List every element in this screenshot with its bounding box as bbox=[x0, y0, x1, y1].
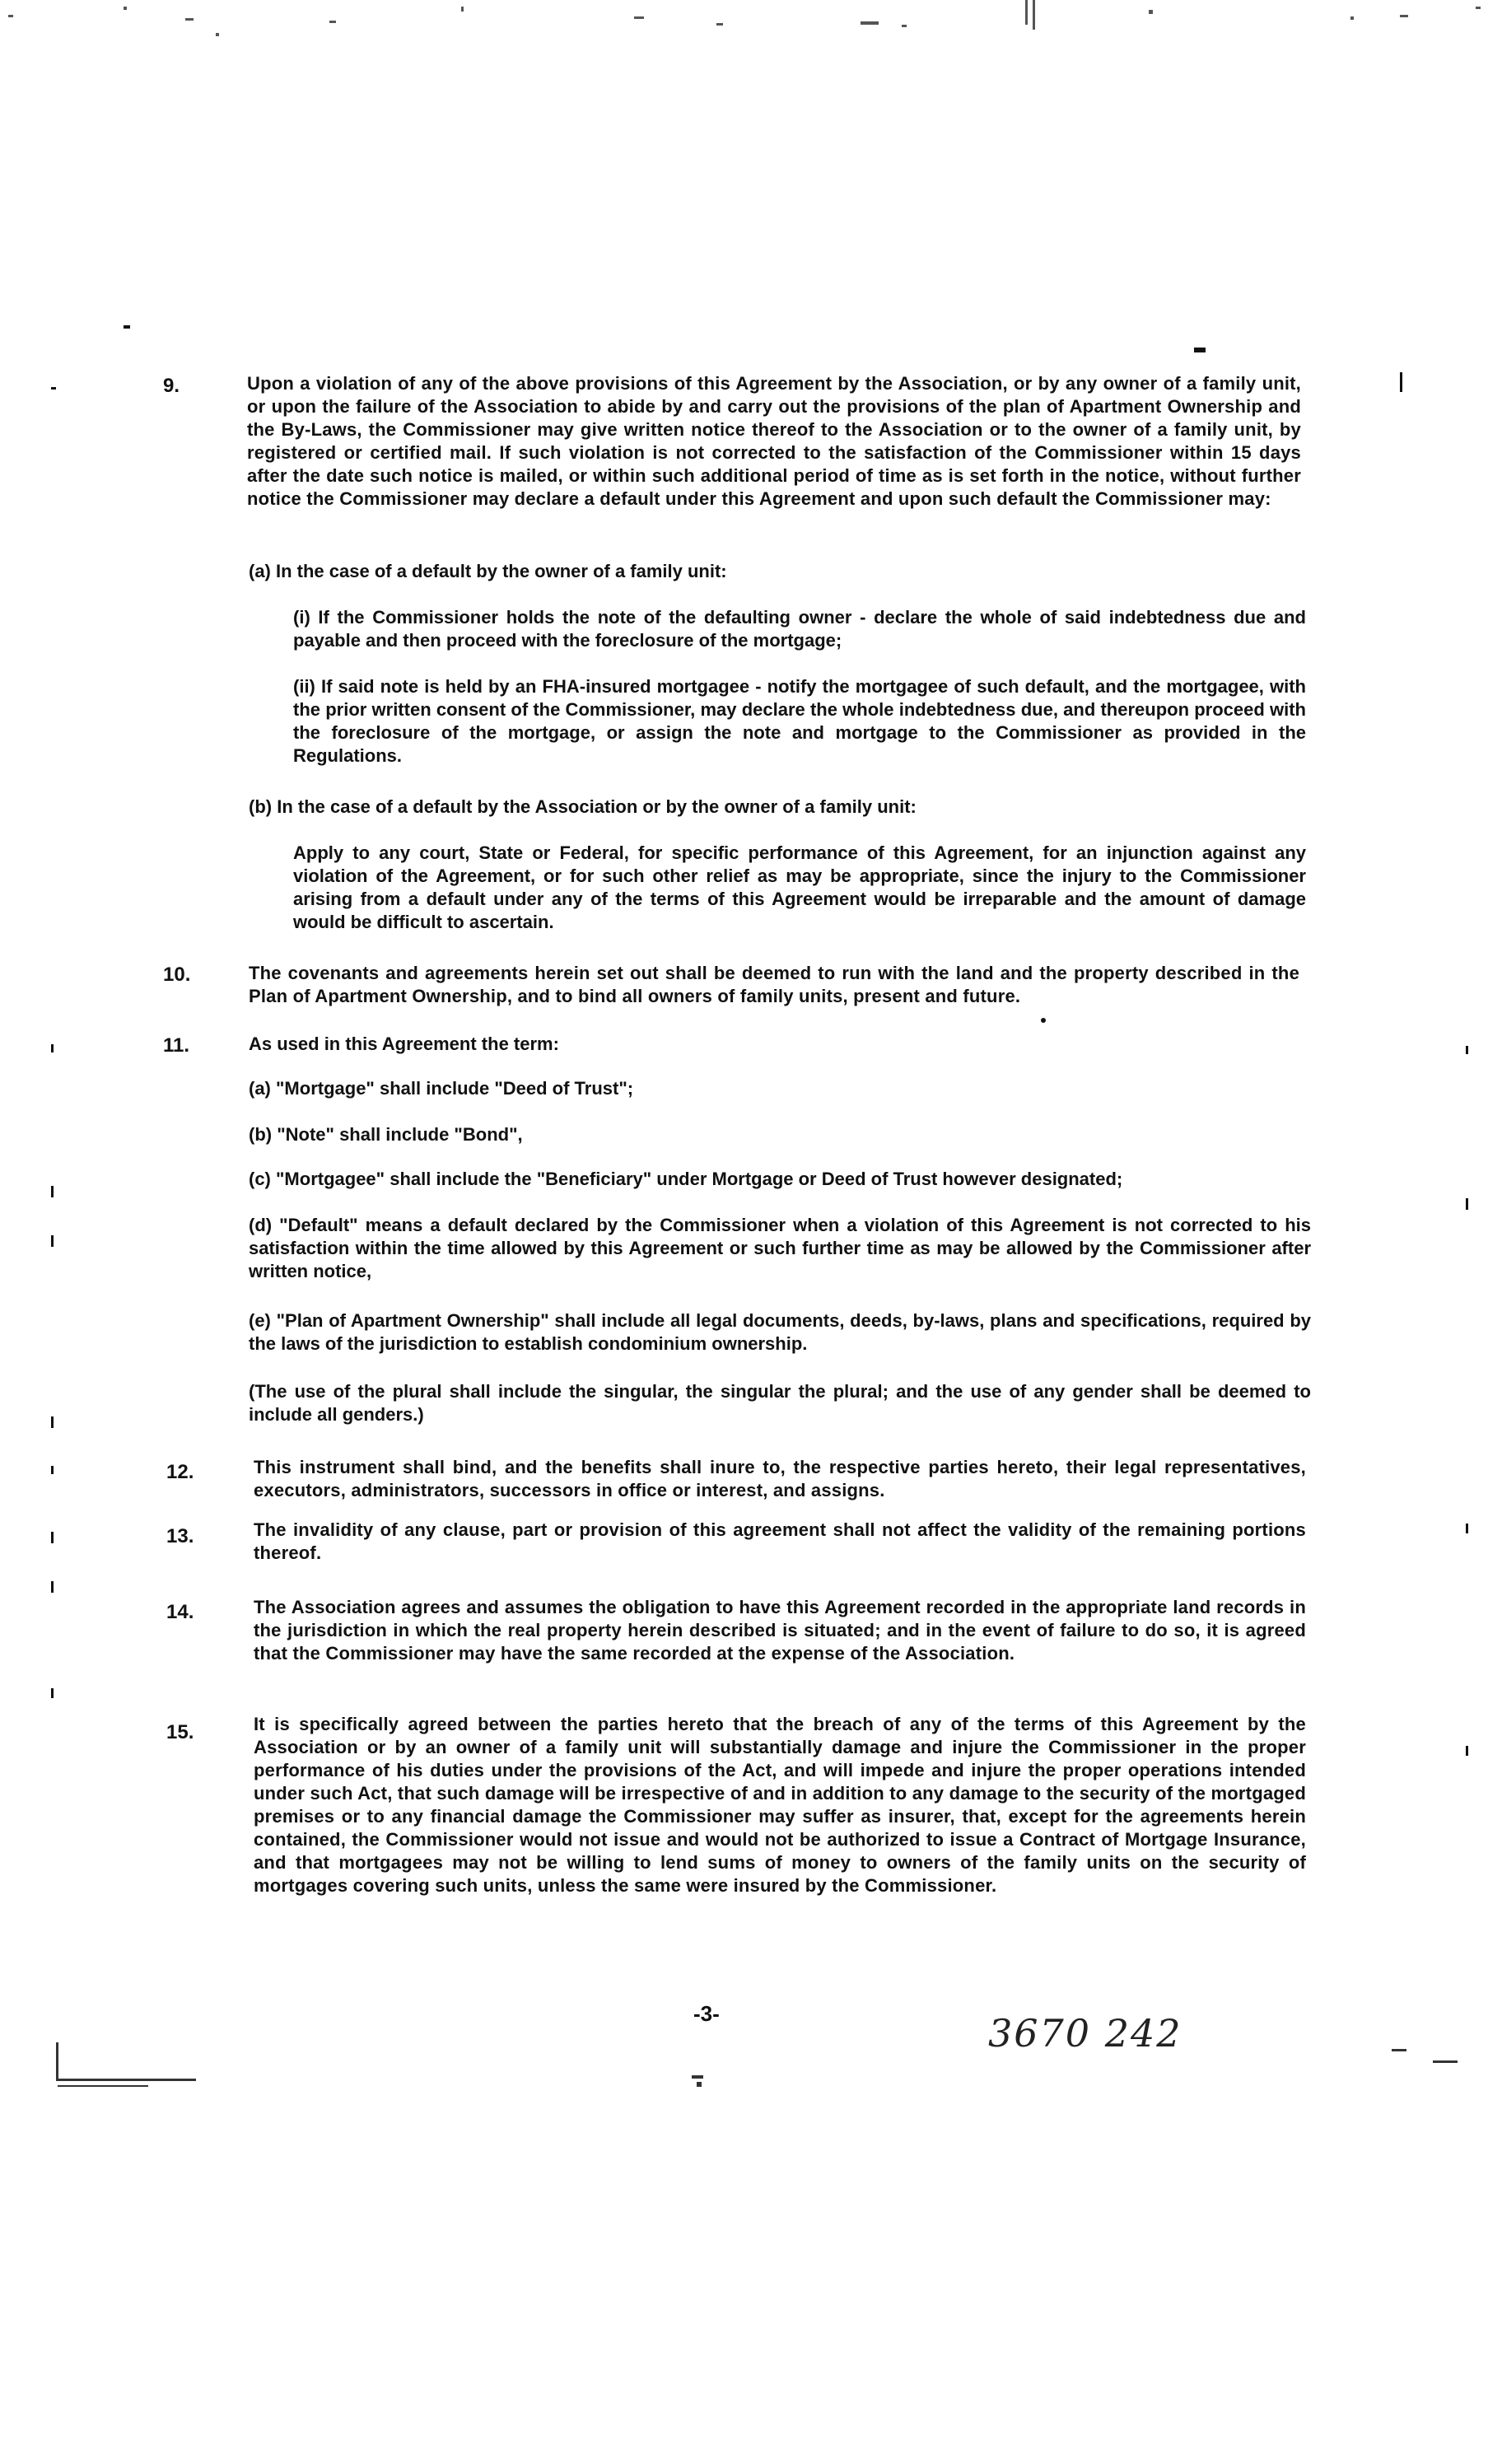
page-number: -3- bbox=[693, 2001, 720, 2026]
section-10-number: 10. bbox=[163, 964, 191, 986]
section-14-number: 14. bbox=[166, 1601, 194, 1623]
section-9-a-ii: (ii) If said note is held by an FHA-insured mortgagee - notify the mortgagee of such default, and the mortgagee, with the prior written consent of the Commissioner, may declare the whole indebtedness due, and thereupon proceed with the foreclosure of the mortgage, or assign the note and mortgage to the Commissioner as provided in the Regulations. bbox=[293, 676, 1306, 766]
section-9-a-i: (i) If the Commissioner holds the note of the defaulting owner - declare the whole of said indebtedness due and payable and then proceed with the foreclosure of the mortgage; bbox=[293, 607, 1306, 651]
margin-mark bbox=[1466, 1746, 1468, 1756]
section-11-note: (The use of the plural shall include the singular, the singular the plural; and the use of any gender shall be deemed to include all genders.) bbox=[249, 1381, 1311, 1425]
section-15-number: 15. bbox=[166, 1721, 194, 1743]
margin-mark bbox=[1041, 1018, 1046, 1023]
margin-mark bbox=[51, 1044, 54, 1052]
margin-mark bbox=[51, 1416, 54, 1428]
section-9-text: Upon a violation of any of the above provisions of this Agreement by the Association, or by any owner of a family unit, or upon the failure of the Association to abide by and carry out the provisions of the plan of Apartment Ownership and the By-Laws, the Commissioner may give written notice thereof to the Association or to the owner of a family unit, by registered or certified mail. If such violation is not corrected to the satisfaction of the Commissioner within 15 days after the date such notice is mailed, or within such additional period of time as is set forth in the notice, without further notice the Commissioner may declare a default under this Agreement and upon such default the Commissioner may: bbox=[247, 373, 1301, 509]
section-11-number: 11. bbox=[163, 1034, 190, 1057]
section-13-text: The invalidity of any clause, part or provision of this agreement shall not affect the validity of the remaining portions thereof. bbox=[254, 1519, 1306, 1563]
section-9-a-label: (a) In the case of a default by the owner of a family unit: bbox=[249, 561, 727, 581]
section-11-d: (d) "Default" means a default declared by the Commissioner when a violation of this Agreement is not corrected to his satisfaction within the time allowed by this Agreement or such further time as may be allowed by the Commissioner after written notice, bbox=[249, 1215, 1311, 1281]
margin-mark bbox=[51, 1688, 54, 1698]
section-12-text: This instrument shall bind, and the benefits shall inure to, the respective parties hereto, their legal representatives, executors, administrators, successors in office or interest, and assigns. bbox=[254, 1457, 1306, 1500]
margin-mark bbox=[51, 387, 56, 390]
margin-mark bbox=[1466, 1198, 1468, 1210]
section-12-number: 12. bbox=[166, 1461, 194, 1483]
section-9-b-label: (b) In the case of a default by the Association or by the owner of a family unit: bbox=[249, 796, 917, 817]
section-11-text: As used in this Agreement the term: bbox=[249, 1034, 559, 1054]
section-9-b-text: Apply to any court, State or Federal, for specific performance of this Agreement, for an injunction against any violation of the Agreement, or for such other relief as may be appropriate, since the injury to the Commissioner arising from a default under any of the terms of this Agreement would be irreparable and the amount of damage would be difficult to ascertain. bbox=[293, 842, 1306, 932]
section-11-c: (c) "Mortgagee" shall include the "Beneficiary" under Mortgage or Deed of Trust however designated; bbox=[249, 1169, 1123, 1189]
margin-mark bbox=[51, 1186, 54, 1197]
section-11-a: (a) "Mortgage" shall include "Deed of Trust"; bbox=[249, 1078, 634, 1099]
scan-noise-top bbox=[0, 0, 1502, 66]
section-11-e: (e) "Plan of Apartment Ownership" shall include all legal documents, deeds, by-laws, plans and specifications, required by the laws of the jurisdiction to establish condominium ownership. bbox=[249, 1310, 1311, 1354]
margin-mark bbox=[1466, 1524, 1468, 1533]
margin-mark bbox=[51, 1581, 54, 1593]
margin-mark bbox=[124, 325, 130, 329]
margin-mark bbox=[1466, 1046, 1468, 1054]
margin-mark bbox=[1400, 372, 1402, 392]
section-10-text: The covenants and agreements herein set out shall be deemed to run with the land and the property described in the Plan of Apartment Ownership, and to bind all owners of family units, present and future. bbox=[249, 963, 1299, 1006]
margin-mark bbox=[51, 1532, 54, 1543]
section-14-text: The Association agrees and assumes the obligation to have this Agreement recorded in the appropriate land records in the jurisdiction in which the real property herein described is situated; and in the event of failure to do so, it is agreed that the Commissioner may have the same recorded at the expense of the Association. bbox=[254, 1597, 1306, 1664]
section-11-b: (b) "Note" shall include "Bond", bbox=[249, 1124, 523, 1145]
scan-noise-bottom bbox=[0, 2034, 1502, 2100]
section-15-text: It is specifically agreed between the parties hereto that the breach of any of the terms of this Agreement by the Association or by an owner of a family unit will substantially damage and injure the Commissioner in the proper performance of his duties under the provisions of the Act, and will impede and injure the proper operations intended under such Act, that such damage will be irrespective of and in addition to any damage to the security of the mortgaged premises or to any financial damage the Commissioner may suffer as insurer, that, except for the agreements herein contained, the Commissioner would not issue and would not be authorized to issue a Contract of Mortgage Insurance, and that mortgagees may not be willing to lend sums of money to owners of the family units on the security of mortgages covering such units, unless the same were insured by the Commissioner. bbox=[254, 1714, 1306, 1896]
margin-mark bbox=[51, 1466, 54, 1474]
section-13-number: 13. bbox=[166, 1525, 194, 1547]
section-9-number: 9. bbox=[163, 375, 180, 397]
margin-mark bbox=[51, 1235, 54, 1247]
book-page-reference: 3670 242 bbox=[988, 2011, 1182, 2056]
margin-mark bbox=[1194, 348, 1206, 352]
